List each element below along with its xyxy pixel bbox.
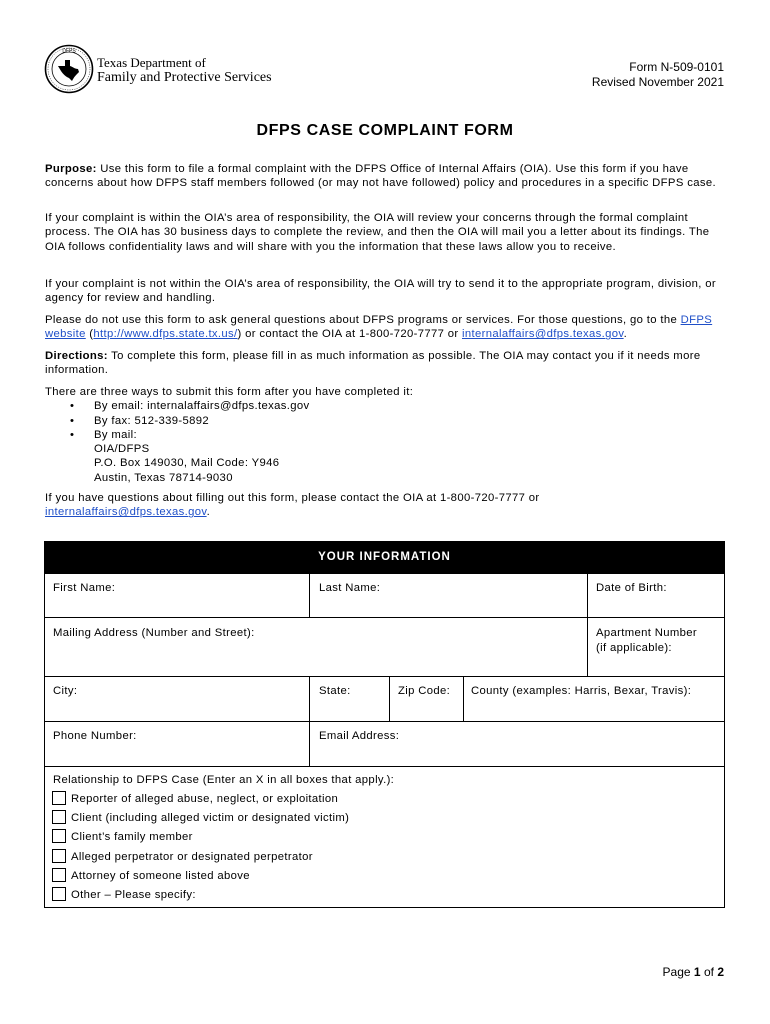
email-address-field[interactable]: Email Address: (319, 730, 400, 742)
row-divider (44, 766, 725, 767)
bullet: • (70, 414, 75, 427)
mail-address-line: OIA/DFPS (94, 443, 150, 456)
not-within-text: If your complaint is not within the OIA’s area of responsibility, the OIA will try to send it to the appropriate program, division, or agency for review and handling. (45, 278, 717, 305)
questions-paragraph (45, 313, 725, 342)
page-title: DFPS CASE COMPLAINT FORM (256, 122, 514, 139)
submit-email-text: By email: internalaffairs@dfps.texas.gov (94, 400, 310, 413)
submit-mail-text: By mail: (94, 428, 137, 441)
checkbox-label: Alleged perpetrator or designated perpetrator (71, 851, 313, 863)
contact-text: If you have questions about filling out this form, please contact the OIA at 1-800-720-7777 or (45, 492, 540, 504)
submit-email-item (45, 399, 725, 413)
dfps-website-link[interactable]: DFPS website (45, 314, 713, 341)
oia-email-link[interactable]: internalaffairs@dfps.texas.gov (462, 328, 624, 341)
mail-address-line: Austin, Texas 78714-9030 (94, 471, 233, 484)
apartment-number-field[interactable] (596, 626, 697, 655)
row-divider (44, 721, 725, 722)
org-name-line2: Family and Protective Services (97, 70, 272, 85)
your-information-form (44, 541, 725, 908)
dfps-website-url-link[interactable]: http://www.dfps.state.tx.us/ (93, 328, 238, 341)
checkbox[interactable] (52, 887, 66, 901)
checkbox-label: Client’s family member (71, 831, 193, 843)
contact-email-link[interactable]: internalaffairs@dfps.texas.gov (45, 506, 207, 519)
submit-mail-item (45, 428, 725, 442)
col-divider (309, 574, 310, 617)
checkbox[interactable] (52, 868, 66, 882)
checkbox-label: Client (including alleged victim or designated victim) (71, 812, 350, 824)
org-name (97, 55, 272, 85)
form-number: Form N-509-0101 (629, 60, 724, 74)
contact-paragraph (45, 491, 725, 520)
mail-address-line: P.O. Box 149030, Mail Code: Y946 (94, 457, 280, 470)
checkbox[interactable] (52, 849, 66, 863)
of-word: of (703, 965, 714, 979)
contact-end: . (206, 506, 211, 519)
purpose-paragraph (45, 162, 725, 191)
questions-text-1: Please do not use this form to ask general questions about DFPS programs or services. For those questions, go to the (45, 314, 681, 326)
mailing-address-field[interactable]: Mailing Address (Number and Street): (53, 627, 255, 639)
table-border-bottom (44, 907, 725, 908)
submit-methods (45, 385, 725, 485)
total-pages: 2 (717, 965, 724, 979)
checkbox-label: Reporter of alleged abuse, neglect, or exploitation (71, 793, 339, 805)
first-name-field[interactable]: First Name: (53, 582, 116, 594)
page-word: Page (662, 965, 691, 979)
form-number-block (592, 60, 724, 90)
checkbox[interactable] (52, 829, 66, 843)
your-information-header: YOUR INFORMATION (44, 541, 725, 574)
phone-number-field[interactable]: Phone Number: (53, 730, 137, 742)
checkbox[interactable] (52, 810, 66, 824)
bullet: • (70, 400, 75, 413)
zip-code-field[interactable]: Zip Code: (398, 685, 451, 697)
col-divider (463, 676, 464, 721)
questions-text-2: ( (85, 328, 94, 341)
table-border-left (44, 541, 45, 908)
col-divider (389, 676, 390, 721)
county-field[interactable]: County (examples: Harris, Bexar, Travis): (471, 685, 692, 697)
seal-text: DFPS (62, 48, 76, 55)
purpose-label: Purpose: (45, 163, 97, 175)
checkbox[interactable] (52, 791, 66, 805)
state-field[interactable]: State: (319, 685, 351, 697)
col-divider (587, 574, 588, 676)
page-number (663, 965, 724, 979)
directions-label: Directions: (45, 350, 108, 362)
col-divider (309, 676, 310, 766)
questions-text-4: . (623, 328, 628, 341)
revised-date: Revised November 2021 (591, 75, 724, 89)
relationship-label: Relationship to DFPS Case (Enter an X in all boxes that apply.): (53, 774, 395, 786)
table-border-right (724, 541, 725, 908)
apartment-label-1: Apartment Number (596, 627, 698, 639)
current-page: 1 (693, 965, 701, 979)
last-name-field[interactable]: Last Name: (319, 582, 381, 594)
row-divider (44, 676, 725, 677)
within-responsibility-paragraph (45, 211, 725, 254)
questions-text-3: ) or contact the OIA at 1-800-720-7777 or (237, 328, 462, 341)
org-name-line1: Texas Department of (97, 55, 206, 70)
date-of-birth-field[interactable]: Date of Birth: (596, 582, 667, 594)
purpose-text: Use this form to file a formal complaint with the DFPS Office of Internal Affairs (OIA). Use this form if you have concerns about how DFPS staff members followed (or may not have followed) policy and procedures in a specific DFPS case. (45, 163, 716, 190)
submit-fax-text: By fax: 512-339-5892 (94, 414, 210, 427)
not-within-paragraph (45, 277, 725, 306)
city-field[interactable]: City: (53, 685, 78, 697)
directions-text: To complete this form, please fill in as much information as possible. The OIA may contact you if it needs more information. (45, 350, 701, 377)
submit-intro: There are three ways to submit this form after you have completed it: (45, 386, 414, 398)
row-divider (44, 617, 725, 618)
within-text: If your complaint is within the OIA’s area of responsibility, the OIA will review your concerns through the formal complaint process. The OIA has 30 business days to complete the review, and then the OIA will mail you a letter about its findings. The OIA follows confidentiality laws and will share with you the information that these laws allow you to receive. (45, 212, 710, 253)
submit-fax-item (45, 414, 725, 428)
checkbox-label: Attorney of someone listed above (71, 870, 250, 882)
checkbox-label: Other – Please specify: (71, 889, 196, 901)
bullet: • (70, 428, 75, 441)
apartment-label-2: (if applicable): (596, 641, 672, 654)
dfps-seal-logo (44, 44, 94, 94)
directions-paragraph (45, 349, 725, 378)
